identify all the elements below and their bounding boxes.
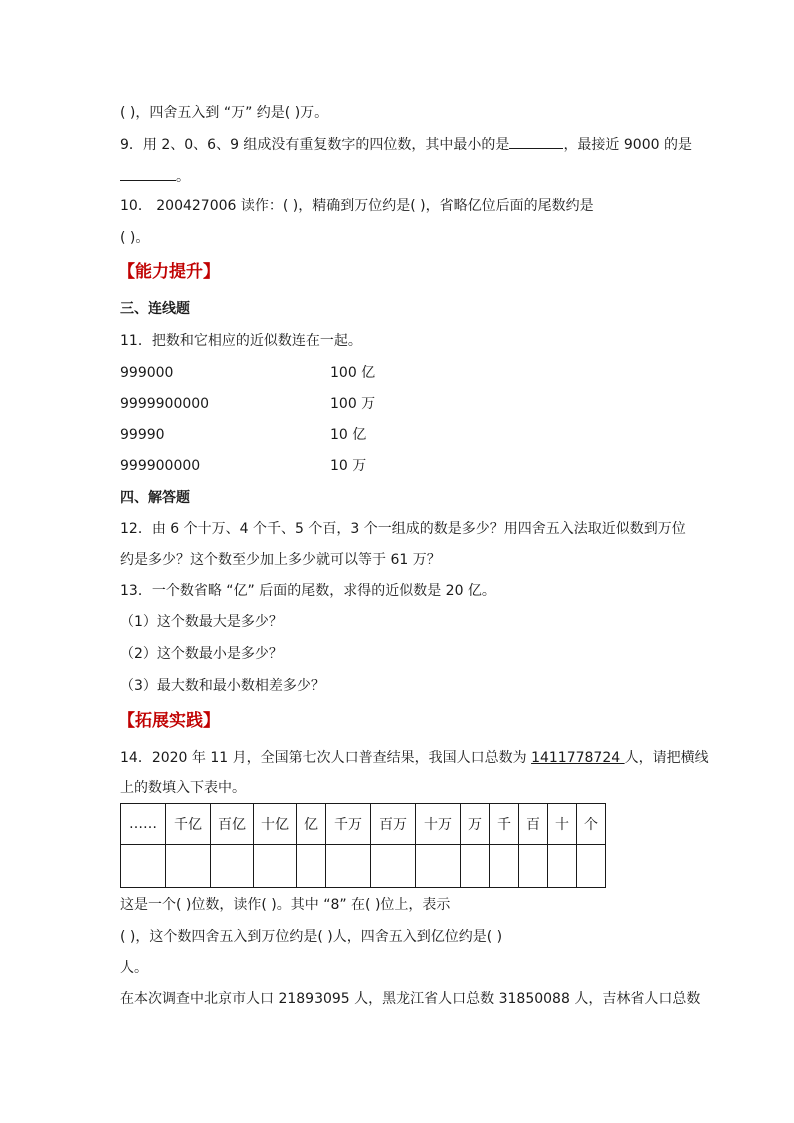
q14-after-line4: 在本次调查中北京市人口 21893095 人，黑龙江省人口总数 31850088 人，吉林省人口总数 — [120, 991, 701, 1007]
match-left-3: 99990 — [120, 427, 165, 443]
section4-title: 四、解答题 — [120, 490, 190, 506]
q10-line1: 10． 200427006 读作：( )，精确到万位约是( )，省略亿位后面的尾数约是 — [120, 198, 594, 214]
place-header: 千 — [490, 804, 519, 845]
answer-cell — [121, 845, 166, 888]
match-right-3: 10 亿 — [330, 427, 367, 443]
place-header: 万 — [461, 804, 490, 845]
q11-text: 11．把数和它相应的近似数连在一起。 — [120, 333, 362, 349]
population-number: 1411778724 — [531, 750, 625, 766]
answer-cell — [371, 845, 416, 888]
match-left-1: 999000 — [120, 365, 174, 381]
q13-part3: （3）最大数和最小数相差多少？ — [120, 678, 325, 694]
section-practice-heading: 【拓展实践】 — [118, 711, 220, 731]
answer-cell — [548, 845, 577, 888]
answer-cell — [490, 845, 519, 888]
q13-part1: （1）这个数最大是多少？ — [120, 614, 283, 630]
place-header: …… — [121, 804, 166, 845]
q8-tail-line: ( )，四舍五入到 “万” 约是( )万。 — [120, 105, 329, 121]
place-header: 百亿 — [211, 804, 254, 845]
match-left-2: 9999900000 — [120, 396, 210, 412]
q9-blank-1 — [509, 134, 563, 149]
answer-cell — [519, 845, 548, 888]
q13-part2: （2）这个数最小是多少？ — [120, 646, 283, 662]
q9-blank-2 — [120, 166, 176, 181]
q14-after-line2: ( )，这个数四舍五入到万位约是( )人，四舍五入到亿位约是( ) — [120, 929, 503, 945]
place-header: 十万 — [416, 804, 461, 845]
answer-cell — [461, 845, 490, 888]
place-header: 十亿 — [254, 804, 297, 845]
q14-text-a: 14．2020 年 11 月，全国第七次人口普查结果，我国人口总数为 — [120, 750, 532, 766]
q9-line2 — [120, 166, 190, 187]
q13-text: 13．一个数省略 “亿” 后面的尾数，求得的近似数是 20 亿。 — [120, 583, 496, 599]
place-value-table — [120, 803, 606, 888]
answer-cell — [326, 845, 371, 888]
q12-line1: 12．由 6 个十万、4 个千、5 个百，3 个一组成的数是多少？用四舍五入法取近似数到万位 — [120, 521, 686, 537]
place-header: 千亿 — [166, 804, 211, 845]
place-header: 个 — [577, 804, 606, 845]
q14-line1 — [120, 748, 709, 768]
place-header: 百 — [519, 804, 548, 845]
match-right-2: 100 万 — [330, 396, 376, 412]
match-left-4: 999900000 — [120, 458, 201, 474]
match-right-1: 100 亿 — [330, 365, 376, 381]
q10-line2: ( )。 — [120, 230, 150, 246]
section-ability-heading: 【能力提升】 — [118, 262, 220, 282]
q14-line2: 上的数填入下表中。 — [120, 780, 246, 796]
match-right-4: 10 万 — [330, 458, 367, 474]
answer-cell — [211, 845, 254, 888]
answer-cell — [166, 845, 211, 888]
place-header: 亿 — [297, 804, 326, 845]
answer-cell — [416, 845, 461, 888]
place-header: 百万 — [371, 804, 416, 845]
place-value-header-row — [121, 804, 606, 845]
answer-cell — [577, 845, 606, 888]
place-header: 千万 — [326, 804, 371, 845]
q9-text-end: 。 — [176, 169, 190, 185]
q14-text-b: 人，请把横线 — [624, 750, 709, 766]
answer-cell — [297, 845, 326, 888]
place-header: 十 — [548, 804, 577, 845]
q9-text-b: ，最接近 9000 的是 — [563, 137, 692, 153]
q9-line1 — [120, 134, 692, 155]
q14-after-line3: 人。 — [120, 960, 148, 976]
q14-after-line1: 这是一个( )位数，读作( )。其中 “8” 在( )位上，表示 — [120, 897, 451, 913]
q9-text-a: 9．用 2、0、6、9 组成没有重复数字的四位数，其中最小的是 — [120, 137, 510, 153]
place-value-answer-row — [121, 845, 606, 888]
answer-cell — [254, 845, 297, 888]
section3-title: 三、连线题 — [120, 301, 190, 317]
q12-line2: 约是多少？这个数至少加上多少就可以等于 61 万？ — [120, 552, 441, 568]
